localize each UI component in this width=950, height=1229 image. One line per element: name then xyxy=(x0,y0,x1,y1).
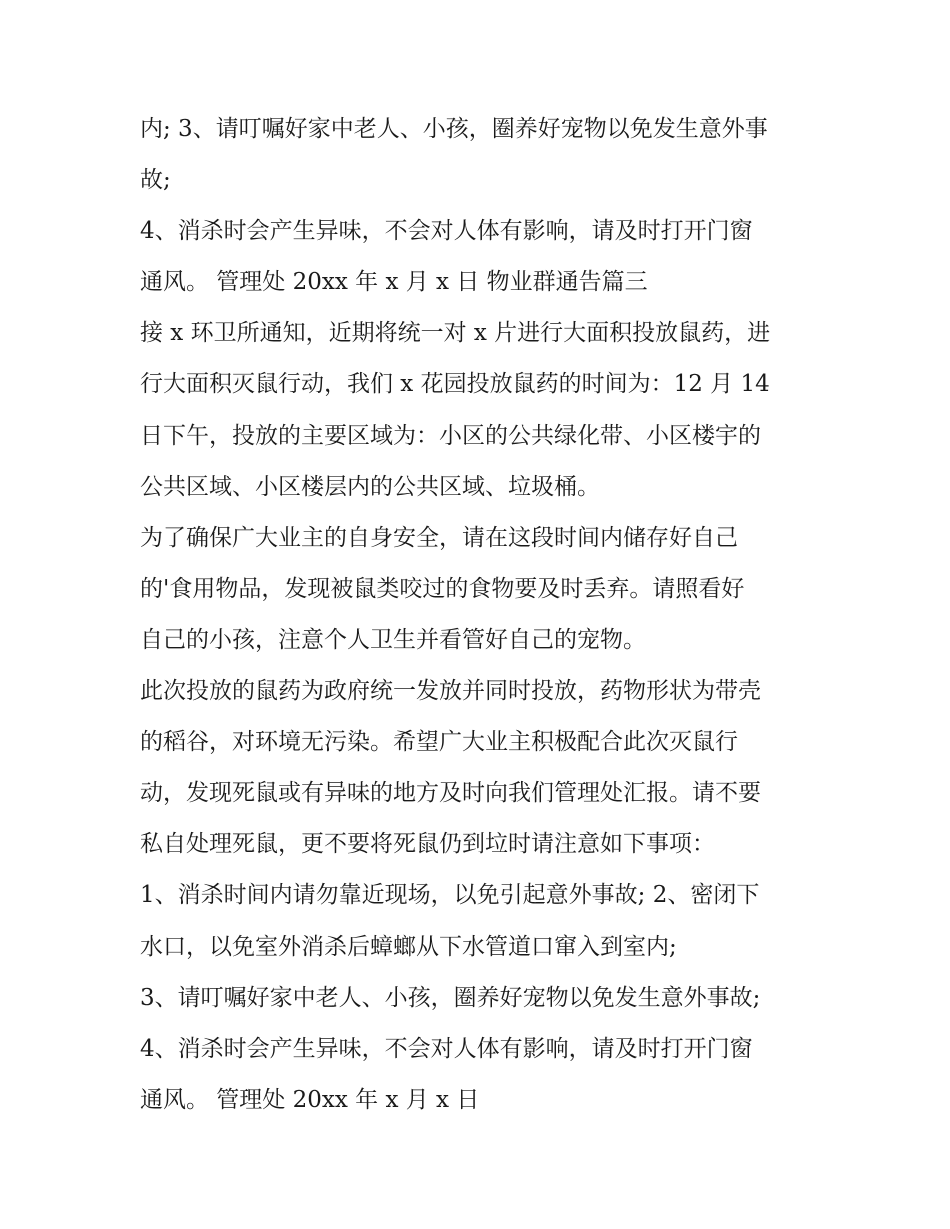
document-body xyxy=(140,104,830,1126)
text-line-20: 通风。 管理处 20xx 年 x 月 x 日 xyxy=(140,1086,480,1113)
text-line-1: 内; 3、请叮嘱好家中老人、小孩，圈养好宠物以免发生意外事 xyxy=(140,116,768,142)
text-line-4: 通风。 管理处 20xx 年 x 月 x 日 物业群通告篇三 xyxy=(140,269,648,296)
text-line-15: 私自处理死鼠，更不要将死鼠仍到垃时请注意如下事项： xyxy=(140,831,715,858)
text-line-2: 故; xyxy=(140,167,171,194)
text-line-19: 4、消杀时会产生异味，不会对人体有影响，请及时打开门窗 xyxy=(140,1035,753,1062)
text-line-8: 公共区域、小区楼层内的公共区域、垃圾桶。 xyxy=(140,473,600,500)
text-line-5: 接 x 环卫所通知，近期将统一对 x 片进行大面积投放鼠药，进 xyxy=(140,320,771,347)
text-line-14: 动，发现死鼠或有异味的地方及时向我们管理处汇报。请不要 xyxy=(140,780,761,807)
text-line-10: 的'食用物品，发现被鼠类咬过的食物要及时丢弃。请照看好 xyxy=(140,575,745,602)
text-line-16: 1、消杀时间内请勿靠近现场，以免引起意外事故; 2、密闭下 xyxy=(140,882,760,909)
text-line-9: 为了确保广大业主的自身安全，请在这段时间内储存好自己 xyxy=(140,524,738,551)
text-line-11: 自己的小孩，注意个人卫生并看管好自己的宠物。 xyxy=(140,626,646,653)
text-line-3: 4、消杀时会产生异味，不会对人体有影响，请及时打开门窗 xyxy=(140,218,753,245)
text-line-7: 日下午，投放的主要区域为：小区的公共绿化带、小区楼宇的 xyxy=(140,422,761,449)
text-line-17: 水口，以免室外消杀后蟑螂从下水管道口窜入到室内; xyxy=(140,933,677,960)
text-line-18: 3、请叮嘱好家中老人、小孩，圈养好宠物以免发生意外事故; xyxy=(140,984,761,1011)
text-line-13: 的稻谷，对环境无污染。希望广大业主积极配合此次灭鼠行 xyxy=(140,729,738,756)
text-line-6: 行大面积灭鼠行动，我们 x 花园投放鼠药的时间为：12 月 14 xyxy=(140,371,770,398)
text-line-12: 此次投放的鼠药为政府统一发放并同时投放，药物形状为带壳 xyxy=(140,678,761,705)
